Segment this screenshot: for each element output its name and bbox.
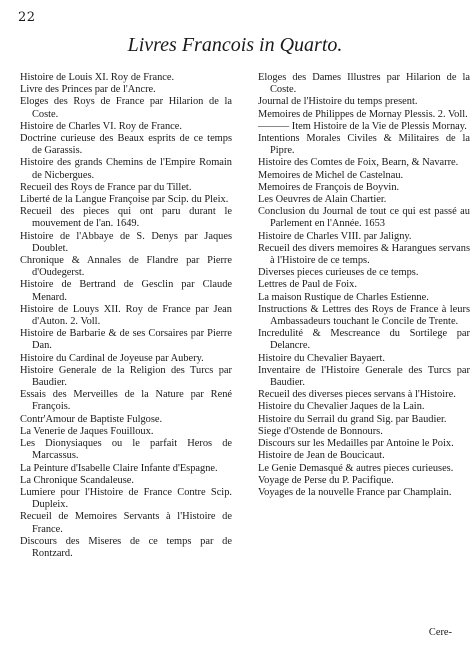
list-item: La Venerie de Jaques Fouilloux. — [20, 425, 154, 437]
list-item: Histoire de Barbarie & de ses Corsaires par Pierre Dan. — [20, 328, 232, 352]
list-item: Histoire du Cardinal de Joyeuse par Aubery. — [20, 352, 204, 364]
list-item: Recueil des diverses pieces servans à l'Histoire. — [258, 389, 456, 401]
list-item: Le Genie Demasqué & autres pieces curieuses. — [258, 462, 454, 474]
list-item: Incredulité & Mescreance du Sortilege par Delancre. — [258, 328, 470, 352]
list-item: Diverses pieces curieuses de ce temps. — [258, 267, 419, 279]
list-item: Essais des Merveilles de la Nature par René François. — [20, 389, 232, 413]
list-item: Histoire de Jean de Boucicaut. — [258, 450, 385, 462]
list-item: Les Dionysiaques ou le parfait Heros de Marcassus. — [20, 438, 232, 462]
list-item: Recueil de Memoires Servants à l'Histoire de France. — [20, 511, 232, 535]
list-item: Discours des Miseres de ce temps par de Rontzard. — [20, 535, 232, 559]
list-item: Recueil des pieces qui ont paru durant le mouvement de l'an. 1649. — [20, 206, 232, 230]
list-item: Memoires de Philippes de Mornay Plessis. 2. Voll. — [258, 108, 468, 120]
list-item: Journal de l'Histoire du temps present. — [258, 96, 418, 108]
list-item: Histoire du Chevalier Jaques de la Lain. — [258, 401, 425, 413]
list-item: Histoire de Charles VIII. par Jaligny. — [258, 230, 412, 242]
catchword: Cere- — [428, 627, 452, 638]
list-item: Recueil des divers memoires & Harangues servans à l'Histoire de ce temps. — [258, 242, 470, 267]
list-item: Inventaire de l'Histoire Generale des Turcs par Baudier. — [258, 364, 470, 389]
list-item: Liberté de la Langue Françoise par Scip. du Pleix. — [20, 194, 229, 206]
page-title: Livres Francois in Quarto. — [127, 34, 343, 56]
list-item: ——— Item Histoire de la Vie de Plessis Mornay. — [258, 120, 467, 132]
list-item: Instructions & Lettres des Roys de France à leurs Ambassadeurs touchant le Concile de Trente. — [258, 303, 470, 328]
list-item: Doctrine curieuse des Beaux esprits de ce temps de Garassis. — [20, 133, 232, 157]
list-item: Voyages de la nouvelle France par Champlain. — [258, 486, 452, 498]
list-item: Livre des Princes par de l'Ancre. — [20, 84, 156, 96]
list-item: Chronique & Annales de Flandre par Pierre d'Oudegerst. — [20, 255, 232, 279]
list-item: Histoire de l'Abbaye de S. Denys par Jaques Doublet. — [20, 230, 232, 254]
list-item: Intentions Morales Civiles & Militaires de la Pipre. — [258, 133, 470, 157]
list-item: Histoire du Chevalier Bayaert. — [258, 352, 385, 364]
page-number: 22 — [18, 10, 36, 25]
list-item: Contr'Amour de Baptiste Fulgose. — [20, 413, 163, 425]
list-item: Voyage de Perse du P. Pacifique. — [258, 474, 394, 486]
list-item: Memoires de François de Boyvin. — [258, 181, 400, 193]
list-item: Siege d'Ostende de Bonnours. — [258, 425, 383, 437]
list-item: Memoires de Michel de Castelnau. — [258, 169, 404, 181]
left-column — [20, 72, 232, 560]
list-item: Lumiere pour l'Histoire de France Contre Scip. Dupleix. — [20, 486, 232, 511]
right-column — [258, 72, 470, 499]
list-item: Histoire de Bertrand de Gesclin par Claude Menard. — [20, 279, 232, 303]
list-item: Histoire de Louys XII. Roy de France par Jean d'Auton. 2. Voll. — [20, 303, 232, 328]
list-item: Histoire des Comtes de Foix, Bearn, & Navarre. — [258, 157, 459, 169]
list-item: Histoire Generale de la Religion des Turcs par Baudier. — [20, 364, 232, 389]
list-item: Conclusion du Journal de tout ce qui est passé au Parlement en l'Année. 1653 — [258, 206, 470, 230]
list-item: Eloges des Dames Illustres par Hilarion de la Coste. — [258, 72, 470, 96]
list-item: Lettres de Paul de Foix. — [258, 279, 357, 291]
list-item: La maison Rustique de Charles Estienne. — [258, 291, 429, 303]
list-item: La Peinture d'Isabelle Claire Infante d'Espagne. — [20, 462, 218, 474]
list-item: Histoire de Louis XI. Roy de France. — [20, 72, 175, 83]
list-item: Eloges des Roys de France par Hilarion de la Coste. — [20, 96, 232, 120]
list-item: Histoire des grands Chemins de l'Empire Romain de Nicbergues. — [20, 157, 232, 181]
list-item: Histoire du Serrail du grand Sig. par Baudier. — [258, 413, 447, 425]
list-item: La Chronique Scandaleuse. — [20, 474, 134, 486]
list-item: Les Oeuvres de Alain Chartier. — [258, 194, 387, 206]
list-item: Discours sur les Medailles par Antoine le Poix. — [258, 438, 454, 450]
list-item: Histoire de Charles VI. Roy de France. — [20, 120, 182, 132]
list-item: Recueil des Roys de France par du Tillet. — [20, 181, 192, 193]
